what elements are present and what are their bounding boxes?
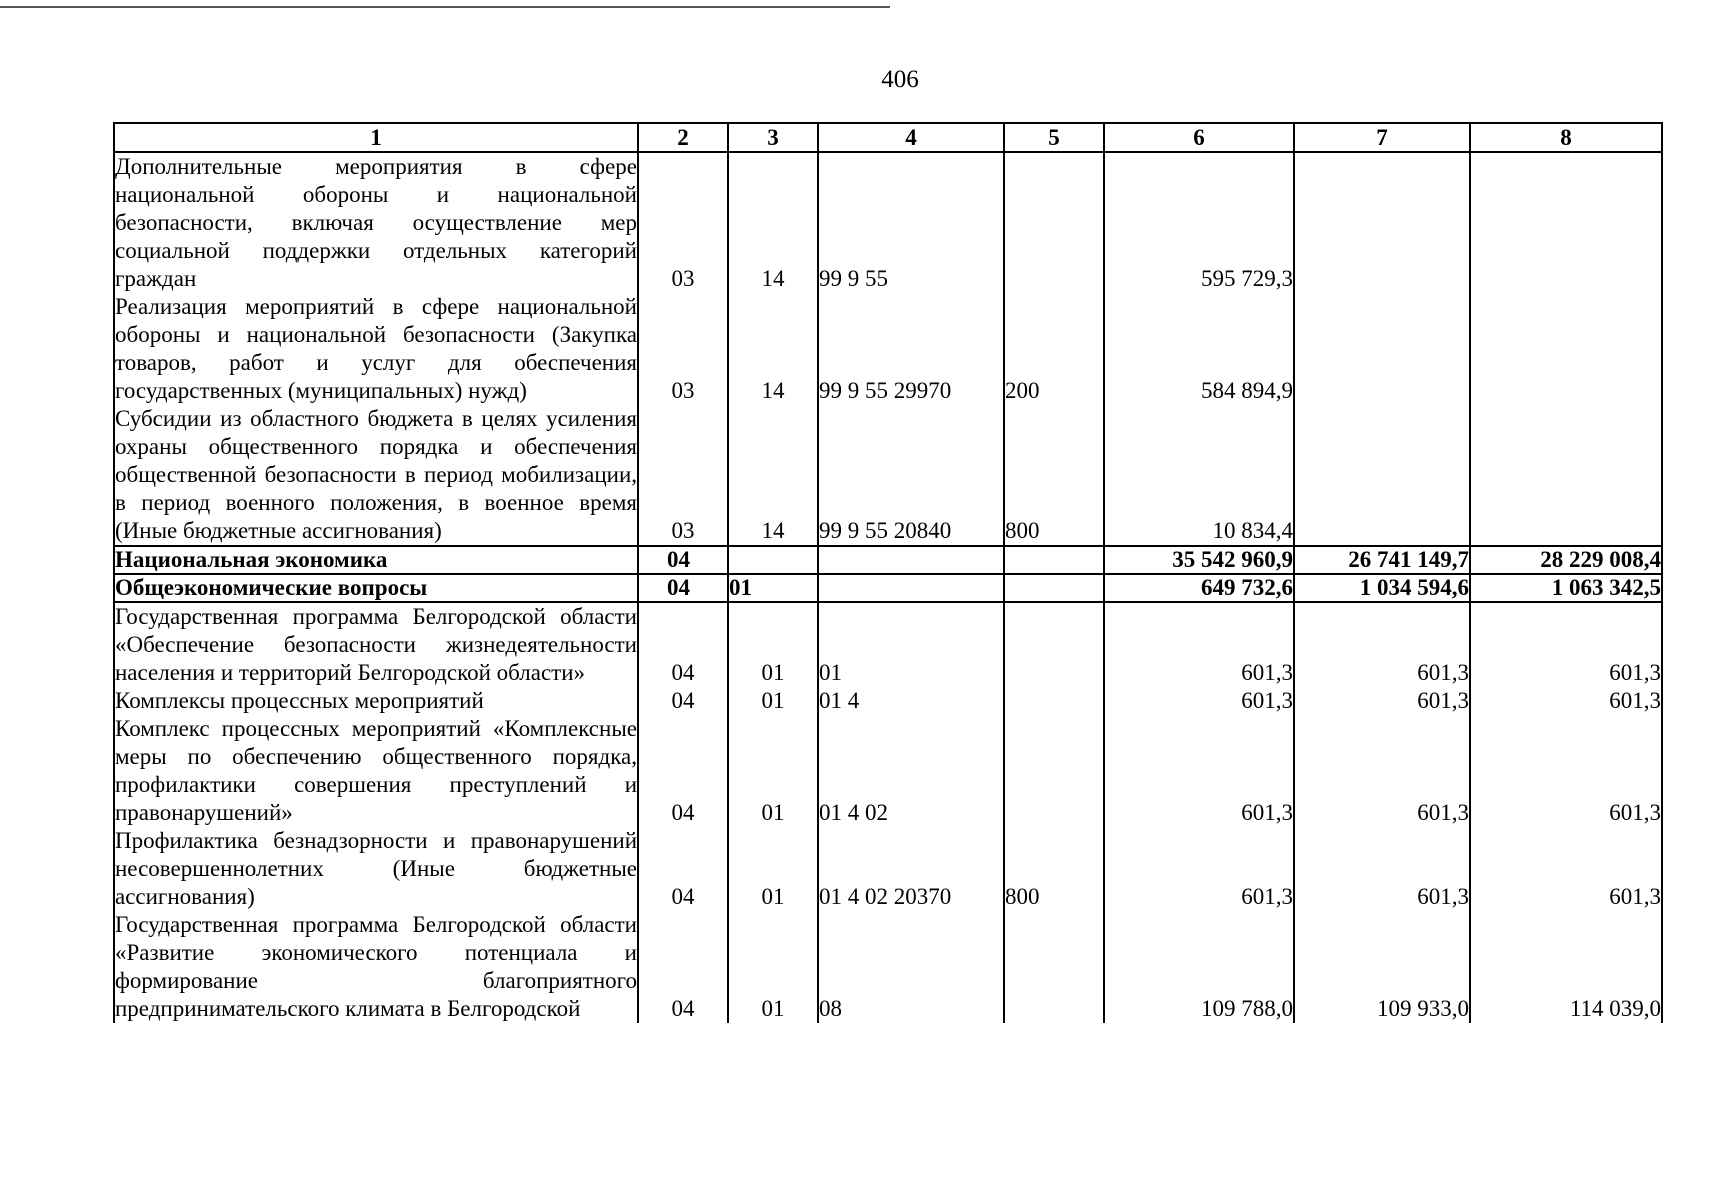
row-name: Субсидии из областного бюджета в целях усиления охраны общественного порядка и обеспечения общественной безопасности в период мобилизации, в период военного положения, в военное время (Иные бюджетные ассигнования) [114,405,638,546]
table-row [114,293,1662,405]
row-expense-type [1004,911,1104,1023]
row-expense-type [1004,152,1104,293]
row-expense-type: 800 [1004,827,1104,911]
row-subsection-code: 14 [728,152,818,293]
row-amount-8 [1470,293,1662,405]
target-code [818,546,1004,574]
row-amount-7: 601,3 [1294,687,1470,715]
row-amount-7: 601,3 [1294,602,1470,687]
row-target-code: 01 [818,602,1004,687]
page-number: 406 [881,66,919,93]
row-amount-6: 601,3 [1104,687,1294,715]
row-expense-type [1004,602,1104,687]
row-target-code: 01 4 [818,687,1004,715]
row-expense-type: 200 [1004,293,1104,405]
row-section-code: 04 [638,602,728,687]
row-amount-7: 109 933,0 [1294,911,1470,1023]
subsection-code [728,546,818,574]
row-subsection-code: 01 [728,715,818,827]
row-amount-8 [1470,152,1662,293]
row-amount-8: 601,3 [1470,687,1662,715]
row-target-code: 08 [818,911,1004,1023]
row-section-code: 04 [638,715,728,827]
table-row [114,911,1662,1023]
row-section-code: 03 [638,293,728,405]
row-amount-8: 114 039,0 [1470,911,1662,1023]
target-code [818,574,1004,602]
row-amount-7 [1294,152,1470,293]
row-target-code: 01 4 02 [818,715,1004,827]
row-amount-6: 109 788,0 [1104,911,1294,1023]
row-amount-8: 601,3 [1470,827,1662,911]
row-amount-6: 601,3 [1104,827,1294,911]
table-row [114,827,1662,911]
row-amount-6: 601,3 [1104,602,1294,687]
row-subsection-code: 01 [728,911,818,1023]
section-amount-8: 28 229 008,4 [1470,546,1662,574]
row-target-code: 01 4 02 20370 [818,827,1004,911]
column-header: 8 [1470,123,1662,152]
header-row [114,123,1662,152]
row-expense-type [1004,687,1104,715]
row-subsection-code: 01 [728,827,818,911]
row-section-code: 04 [638,687,728,715]
row-target-code: 99 9 55 29970 [818,293,1004,405]
subsection-code: 01 [728,574,818,602]
section-amount-6: 649 732,6 [1104,574,1294,602]
column-header: 2 [638,123,728,152]
column-header: 3 [728,123,818,152]
column-header: 4 [818,123,1004,152]
row-amount-7: 601,3 [1294,715,1470,827]
row-amount-8: 601,3 [1470,602,1662,687]
row-amount-6: 595 729,3 [1104,152,1294,293]
row-subsection-code: 14 [728,405,818,546]
section-amount-6: 35 542 960,9 [1104,546,1294,574]
column-header: 7 [1294,123,1470,152]
row-subsection-code: 01 [728,687,818,715]
row-section-code: 03 [638,152,728,293]
expense-type [1004,546,1104,574]
row-target-code: 99 9 55 [818,152,1004,293]
top-rule [0,6,890,8]
section-code: 04 [638,574,728,602]
row-subsection-code: 01 [728,602,818,687]
row-section-code: 04 [638,827,728,911]
row-amount-8: 601,3 [1470,715,1662,827]
table-row [114,405,1662,546]
row-section-code: 03 [638,405,728,546]
row-amount-6: 601,3 [1104,715,1294,827]
row-expense-type [1004,715,1104,827]
row-amount-7 [1294,293,1470,405]
row-name: Дополнительные мероприятия в сфере национальной обороны и национальной безопасности, включая осуществление мер социальной поддержки отдельных категорий граждан [115,154,637,291]
row-expense-type: 800 [1004,405,1104,546]
row-name: Реализация мероприятий в сфере национальной обороны и национальной безопасности (Закупка товаров, работ и услуг для обеспечения государственных (муниципальных) нужд) [115,294,637,403]
expense-type [1004,574,1104,602]
section-name: Общеэкономические вопросы [114,574,638,602]
column-header: 6 [1104,123,1294,152]
row-subsection-code: 14 [728,293,818,405]
section-amount-7: 1 034 594,6 [1294,574,1470,602]
section-row [114,574,1662,602]
row-name: Комплекс процессных мероприятий «Комплексные меры по обеспечению общественного порядка, профилактики совершения преступлений и правонарушений» [115,716,637,825]
row-amount-6: 584 894,9 [1104,293,1294,405]
row-name: Профилактика безнадзорности и правонарушений несовершеннолетних (Иные бюджетные ассигнования) [115,828,637,909]
column-header: 1 [114,123,638,152]
row-amount-6: 10 834,4 [1104,405,1294,546]
row-target-code: 99 9 55 20840 [818,405,1004,546]
row-amount-8 [1470,405,1662,546]
table-row [114,715,1662,827]
section-amount-7: 26 741 149,7 [1294,546,1470,574]
row-amount-7 [1294,405,1470,546]
section-row [114,546,1662,574]
table-row [114,602,1662,687]
row-name: Государственная программа Белгородской области «Обеспечение безопасности жизнедеятельности населения и территорий Белгородской области» [115,604,637,685]
section-name: Национальная экономика [114,546,638,574]
budget-table [113,122,1663,1023]
row-name: Государственная программа Белгородской области «Развитие экономического потенциала и формирование благоприятного предпринимательского климата в Белгородской [115,912,637,1021]
section-amount-8: 1 063 342,5 [1470,574,1662,602]
row-section-code: 04 [638,911,728,1023]
section-code: 04 [638,546,728,574]
table-row [114,152,1662,293]
row-name: Комплексы процессных мероприятий [114,687,638,715]
column-header: 5 [1004,123,1104,152]
table-row [114,687,1662,715]
row-amount-7: 601,3 [1294,827,1470,911]
